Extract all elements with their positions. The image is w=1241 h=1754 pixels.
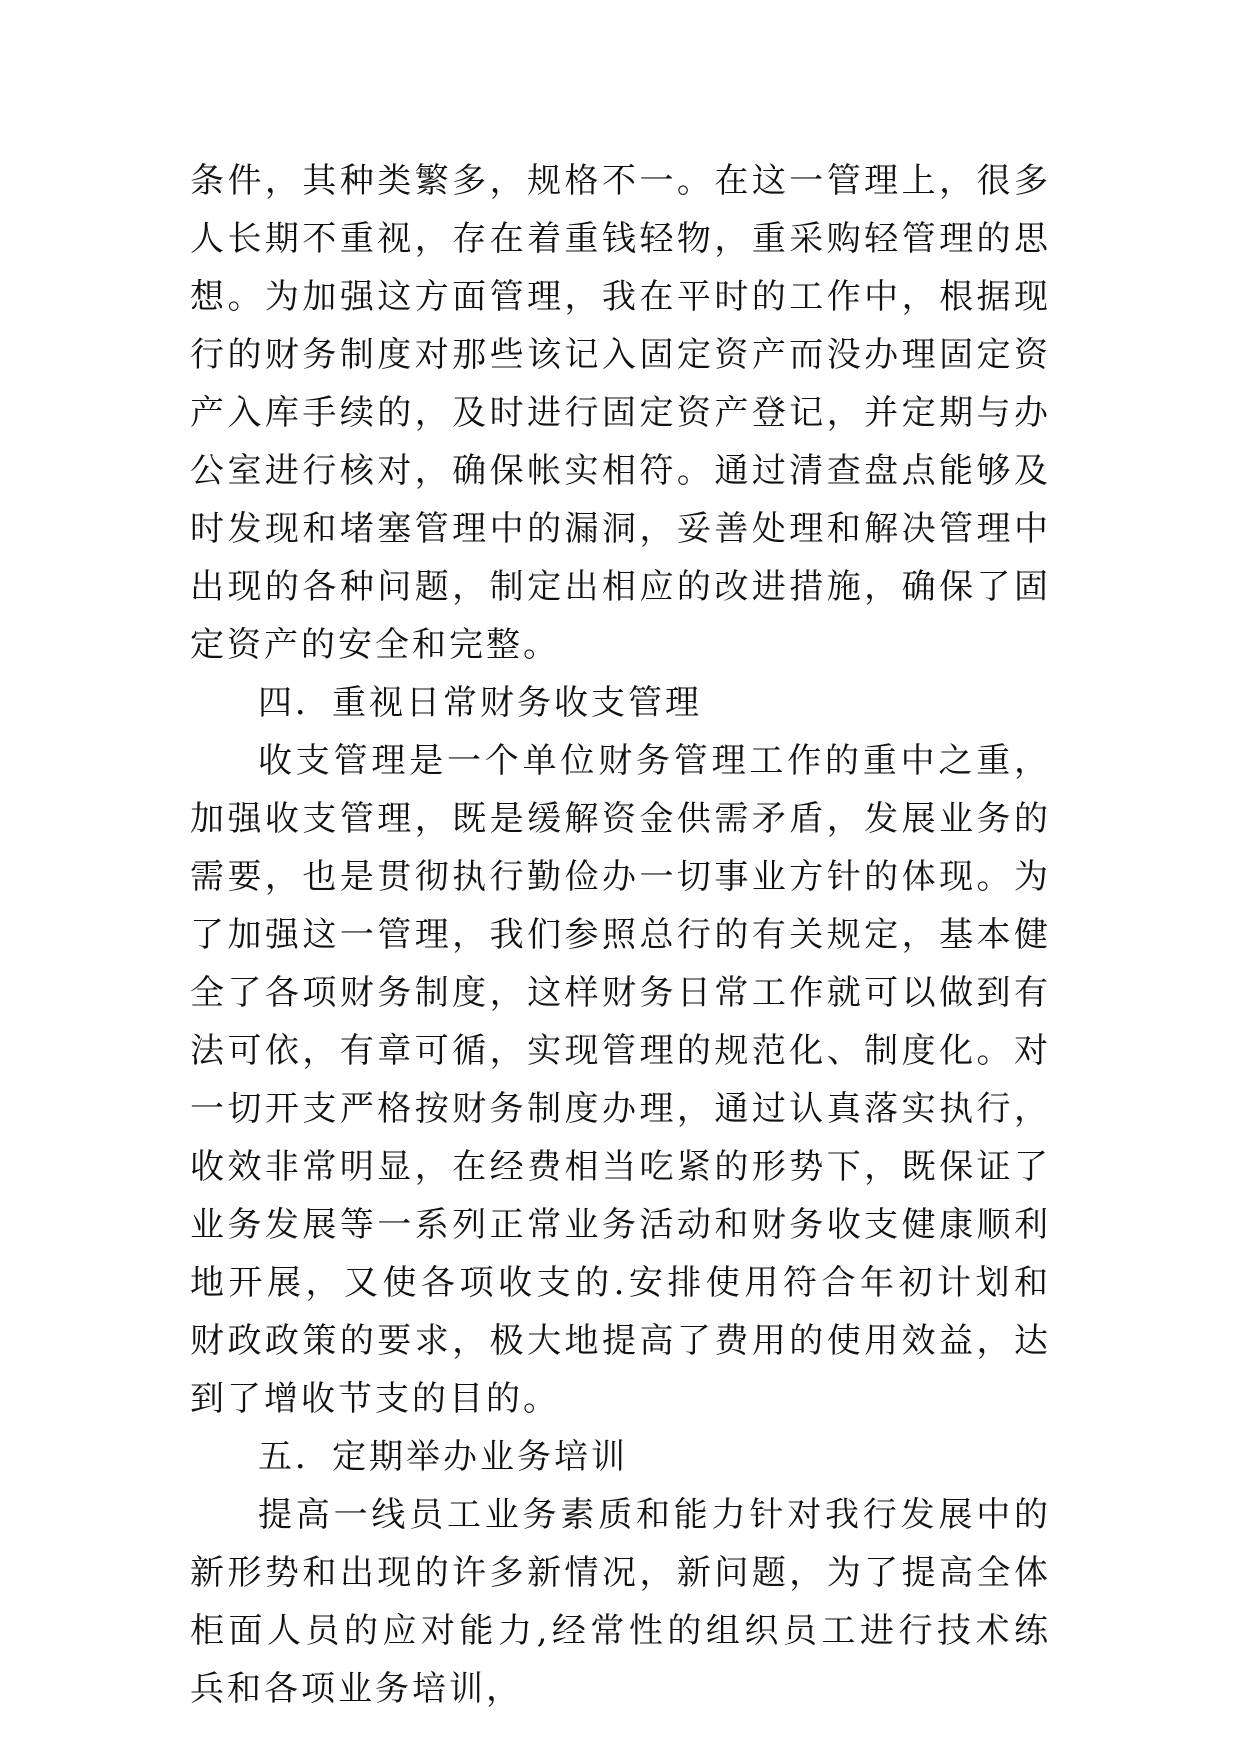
paragraph-income-expense: 收支管理是一个单位财务管理工作的重中之重，加强收支管理，既是缓解资金供需矛盾，发展业务的需要，也是贯彻执行勤俭办一切事业方针的体现。为了加强这一管理，我们参照总行的有关规定，基本健全了各项财务制度，这样财务日常工作就可以做到有法可依，有章可循，实现管理的规范化、制度化。对一切开支严格按财务制度办理，通过认真落实执行，收效非常明显，在经费相当吃紧的形势下，既保证了业务发展等一系列正常业务活动和财务收支健康顺利地开展，又使各项收支的.安排使用符合年初计划和财政政策的要求，极大地提高了费用的使用效益，达到了增收节支的目的。 [190,741,1051,1419]
paragraph-fixed-assets: 条件，其种类繁多，规格不一。在这一管理上，很多人长期不重视，存在着重钱轻物，重采购轻管理的思想。为加强这方面管理，我在平时的工作中，根据现行的财务制度对那些该记入固定资产而没办理固定资产入库手续的，及时进行固定资产登记，并定期与办公室进行核对，确保帐实相符。通过清查盘点能够及时发现和堵塞管理中的漏洞，妥善处理和解决管理中出现的各种问题，制定出相应的改进措施，确保了固定资产的安全和完整。 [190,161,1051,665]
section-heading-4: 四．重视日常财务收支管理 [258,683,702,723]
paragraph-training: 提高一线员工业务素质和能力针对我行发展中的新形势和出现的许多新情况，新问题，为了提高全体柜面人员的应对能力,经常性的组织员工进行技术练兵和各项业务培训， [190,1495,1051,1709]
section-heading-5: 五．定期举办业务培训 [258,1437,628,1477]
document-page [190,152,1051,1718]
